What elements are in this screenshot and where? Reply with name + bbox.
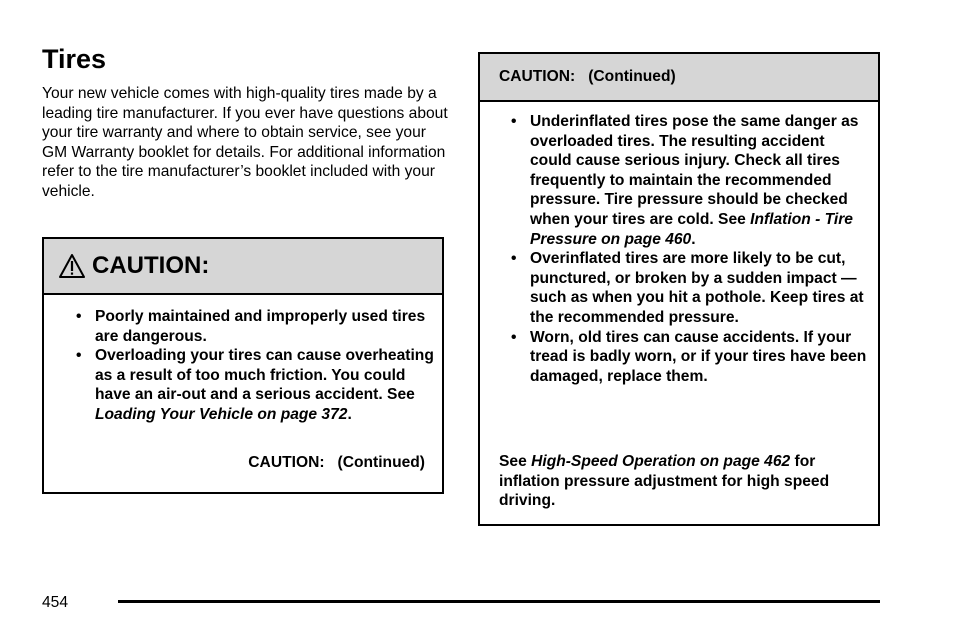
page-reference: High-Speed Operation on page 462 [531, 453, 791, 470]
caution-continued-title: CAUTION: (Continued) [499, 68, 676, 85]
warning-triangle-icon [58, 253, 86, 279]
caution-box-1-header [44, 239, 442, 295]
list-item: • Overloading your tires can cause overheating as a result of too much friction. You could have an air-out and a serious accident. See Loading Your Vehicle on page 372. [95, 346, 435, 424]
caution-box-1-list [95, 307, 435, 425]
intro-paragraph: Your new vehicle comes with high-quality tires made by a leading tire manufacturer. If you ever have questions about your tire warranty and where to obtain service, see your GM Warranty booklet for details. For additional information refer to the tire manufacturer’s booklet included with your vehicle. [42, 85, 448, 200]
list-item: • Poorly maintained and improperly used tires are dangerous. [95, 307, 435, 346]
caution-box-1 [42, 237, 444, 494]
page-number: 454 [42, 594, 69, 611]
caution-continued-label: CAUTION: (Continued) [248, 454, 425, 471]
page-reference: Loading Your Vehicle on page 372 [95, 405, 348, 423]
caution-box-2-list [530, 112, 870, 386]
see-also-note: See High-Speed Operation on page 462 for inflation pressure adjustment for high speed driving. [499, 453, 830, 510]
footer-rule [118, 600, 880, 603]
caution-box-2-header [480, 54, 878, 102]
list-item: • Overinflated tires are more likely to be cut, punctured, or broken by a sudden impact — such as when you hit a pothole. Keep tires at the recommended pressure. [530, 249, 870, 327]
list-item: • Underinflated tires pose the same danger as overloaded tires. The resulting accident could cause serious injury. Check all tires frequently to maintain the recommended pressure. Tire pressure should be checked when your tires are cold. See Inflation - Tire Pressure on page 460. [530, 112, 870, 249]
page-title: Tires [42, 44, 107, 74]
caution-box-2 [478, 52, 880, 526]
caution-title: CAUTION: [92, 252, 210, 279]
page-reference: Inflation - Tire Pressure on page 460 [530, 210, 853, 248]
list-item: • Worn, old tires can cause accidents. If your tread is badly worn, or if your tires have been damaged, replace them. [530, 328, 870, 387]
